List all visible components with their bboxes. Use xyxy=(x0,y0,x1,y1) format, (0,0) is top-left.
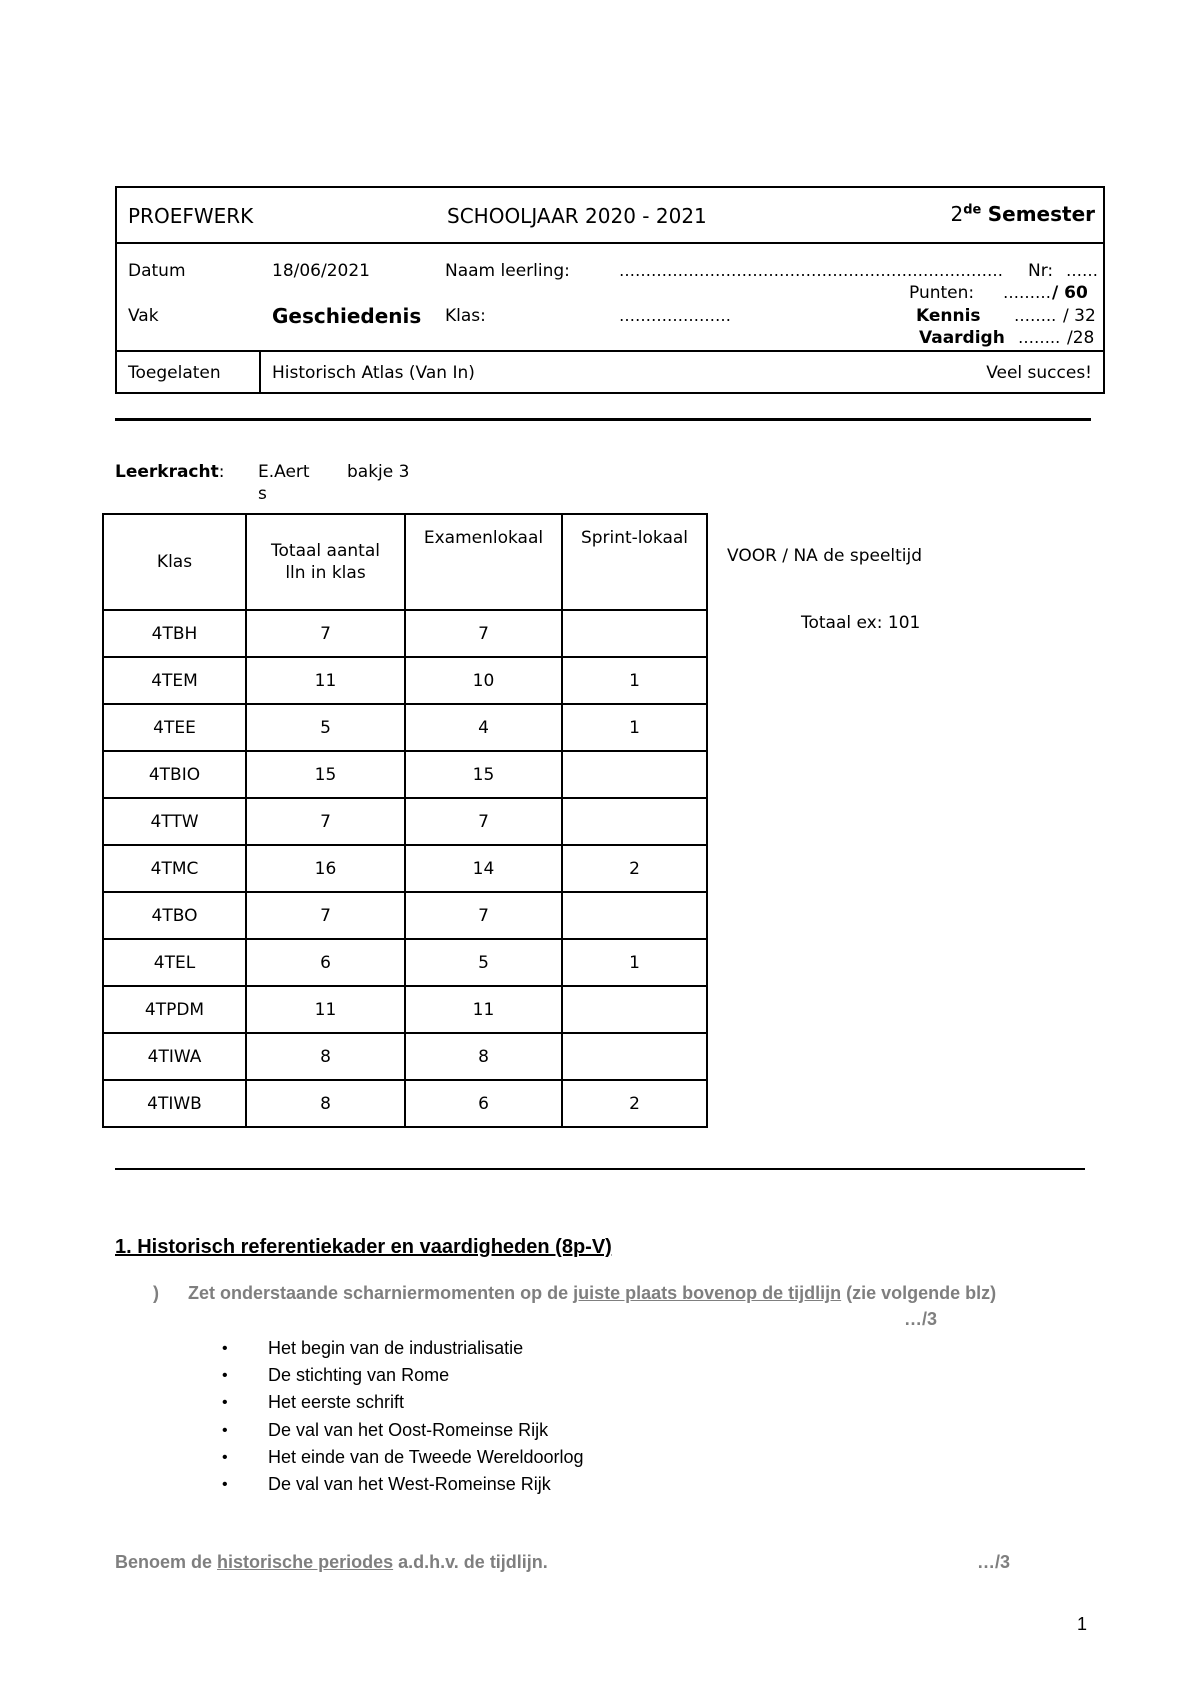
list-item: • Het einde van de Tweede Wereldoorlog xyxy=(222,1444,584,1471)
total-exams-note: Totaal ex: 101 xyxy=(801,613,921,633)
cell-exam-room: 6 xyxy=(405,1080,562,1127)
cell-total: 6 xyxy=(246,939,405,986)
cell-exam-room: 7 xyxy=(405,892,562,939)
list-item: • Het begin van de industrialisatie xyxy=(222,1335,584,1362)
cell-klas: 4TEM xyxy=(103,657,246,704)
datum-value: 18/06/2021 xyxy=(272,261,370,281)
class-distribution-table xyxy=(102,513,708,1128)
exam-type: PROEFWERK xyxy=(128,204,254,228)
question-1-text: Zet onderstaande scharniermomenten op de juiste plaats bovenop de tijdlijn (zie volgende blz) xyxy=(188,1283,997,1303)
toegelaten-label: Toegelaten xyxy=(128,363,221,383)
cell-total: 8 xyxy=(246,1080,405,1127)
cell-sprint-room xyxy=(562,751,707,798)
vaardigh-label: Vaardigh xyxy=(919,328,1005,348)
turning-points-list xyxy=(222,1335,584,1498)
cell-exam-room: 10 xyxy=(405,657,562,704)
table-header-row xyxy=(103,514,707,610)
question-2-points: …/3 xyxy=(977,1552,1011,1572)
table-row xyxy=(103,939,707,986)
question-1-points: …/3 xyxy=(904,1309,938,1329)
header-sprint-room: Sprint-lokaal xyxy=(562,514,707,610)
cell-total: 16 xyxy=(246,845,405,892)
cell-total: 8 xyxy=(246,1033,405,1080)
kennis-label: Kennis xyxy=(916,306,981,326)
punten-field[interactable]: ……… xyxy=(1003,283,1051,302)
cell-sprint-room: 1 xyxy=(562,657,707,704)
header-allowed-row xyxy=(117,352,1103,394)
cell-sprint-room: 1 xyxy=(562,939,707,986)
cell-total: 11 xyxy=(246,986,405,1033)
cell-sprint-room xyxy=(562,1033,707,1080)
toegelaten-value: Historisch Atlas (Van In) xyxy=(272,363,475,383)
kennis-total: / 32 xyxy=(1063,306,1096,326)
cell-klas: 4TBO xyxy=(103,892,246,939)
teacher-name-line2: s xyxy=(258,484,267,504)
cell-total: 7 xyxy=(246,892,405,939)
good-luck-text: Veel succes! xyxy=(986,363,1092,383)
header-total-students: Totaal aantal lln in klas xyxy=(246,514,405,610)
kennis-field[interactable]: …….. xyxy=(1014,306,1057,325)
table-row xyxy=(103,892,707,939)
school-year: SCHOOLJAAR 2020 - 2021 xyxy=(447,204,707,228)
cell-sprint-room: 2 xyxy=(562,1080,707,1127)
table-row xyxy=(103,1033,707,1080)
divider-top xyxy=(115,418,1091,421)
list-item: • De val van het Oost-Romeinse Rijk xyxy=(222,1417,584,1444)
cell-klas: 4TBIO xyxy=(103,751,246,798)
cell-exam-room: 15 xyxy=(405,751,562,798)
cell-exam-room: 4 xyxy=(405,704,562,751)
cell-total: 7 xyxy=(246,610,405,657)
table-row xyxy=(103,657,707,704)
row-divider xyxy=(259,352,261,394)
cell-total: 15 xyxy=(246,751,405,798)
cell-sprint-room xyxy=(562,798,707,845)
cell-sprint-room xyxy=(562,892,707,939)
cell-klas: 4TPDM xyxy=(103,986,246,1033)
cell-total: 7 xyxy=(246,798,405,845)
list-item: • De val van het West-Romeinse Rijk xyxy=(222,1471,584,1498)
teacher-label: Leerkracht: xyxy=(115,462,225,482)
table-row xyxy=(103,610,707,657)
tray-number: bakje 3 xyxy=(347,462,410,482)
cell-klas: 4TMC xyxy=(103,845,246,892)
cell-sprint-room xyxy=(562,610,707,657)
divider-bottom xyxy=(115,1168,1085,1170)
cell-total: 5 xyxy=(246,704,405,751)
table-row xyxy=(103,798,707,845)
cell-exam-room: 8 xyxy=(405,1033,562,1080)
cell-sprint-room: 2 xyxy=(562,845,707,892)
naam-field[interactable]: ……………………………………………………………… xyxy=(619,261,1003,280)
header-klas: Klas xyxy=(103,514,246,610)
nr-label: Nr: xyxy=(1028,261,1054,281)
list-item: • De stichting van Rome xyxy=(222,1362,584,1389)
nr-field[interactable]: …… xyxy=(1066,261,1098,280)
table-row xyxy=(103,1080,707,1127)
vaardigh-total: /28 xyxy=(1067,328,1095,348)
cell-exam-room: 14 xyxy=(405,845,562,892)
klas-label: Klas: xyxy=(445,306,486,326)
vaardigh-field[interactable]: …….. xyxy=(1018,328,1061,347)
klas-field[interactable]: ………………… xyxy=(619,306,731,325)
cell-exam-room: 11 xyxy=(405,986,562,1033)
cell-exam-room: 5 xyxy=(405,939,562,986)
header-info-row xyxy=(117,244,1103,352)
naam-label: Naam leerling: xyxy=(445,261,570,281)
cell-klas: 4TIWA xyxy=(103,1033,246,1080)
datum-label: Datum xyxy=(128,261,186,281)
punten-label: Punten: xyxy=(909,283,975,303)
table-row xyxy=(103,845,707,892)
header-title-row xyxy=(117,188,1103,244)
cell-klas: 4TEE xyxy=(103,704,246,751)
cell-sprint-room xyxy=(562,986,707,1033)
teacher-name-line1: E.Aert xyxy=(258,462,310,482)
cell-total: 11 xyxy=(246,657,405,704)
break-timing-note: VOOR / NA de speeltijd xyxy=(727,546,923,566)
question-1-marker: ) xyxy=(153,1283,159,1303)
cell-exam-room: 7 xyxy=(405,798,562,845)
table-row xyxy=(103,751,707,798)
vak-value: Geschiedenis xyxy=(272,304,422,328)
cell-klas: 4TEL xyxy=(103,939,246,986)
section-1-title: 1. Historisch referentiekader en vaardigheden (8p-V) xyxy=(115,1236,612,1258)
exam-header-box xyxy=(115,186,1105,394)
cell-klas: 4TBH xyxy=(103,610,246,657)
table-row xyxy=(103,704,707,751)
cell-sprint-room: 1 xyxy=(562,704,707,751)
question-2-text: Benoem de historische periodes a.d.h.v. de tijdlijn. xyxy=(115,1552,548,1572)
punten-total: / 60 xyxy=(1052,283,1088,303)
table-row xyxy=(103,986,707,1033)
header-exam-room: Examenlokaal xyxy=(405,514,562,610)
cell-klas: 4TTW xyxy=(103,798,246,845)
cell-klas: 4TIWB xyxy=(103,1080,246,1127)
semester: 2de Semester xyxy=(950,202,1095,226)
list-item: • Het eerste schrift xyxy=(222,1389,584,1416)
page-number: 1 xyxy=(1077,1614,1088,1634)
cell-exam-room: 7 xyxy=(405,610,562,657)
vak-label: Vak xyxy=(128,306,159,326)
